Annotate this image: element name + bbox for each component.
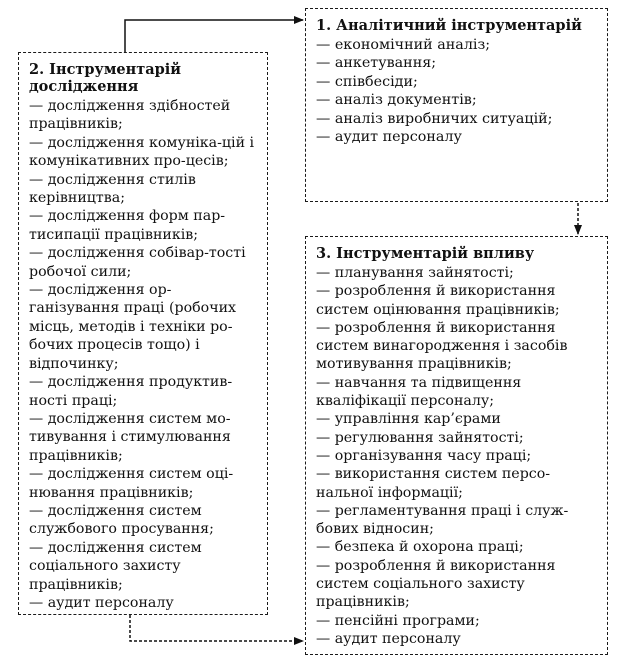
- list-item: — навчання та підвищення кваліфікації персоналу;: [316, 374, 522, 410]
- list-item: — дослідження стилів керівництва;: [29, 171, 196, 207]
- box1-list: [316, 36, 599, 146]
- list-item: — організування часу праці;: [316, 447, 532, 464]
- list-item: — аудит персоналу: [316, 630, 461, 647]
- box3-list: [316, 264, 599, 648]
- list-item: — безпека й охорона праці;: [316, 539, 524, 556]
- list-item: — дослідження систем мо-тивування і стимулювання працівників;: [29, 410, 231, 464]
- list-item: — дослідження здібностей працівників;: [29, 98, 231, 133]
- list-item: — регламентування праці і служ-бових відносин;: [316, 502, 569, 538]
- list-item: — розроблення й використання систем оцінювання працівників;: [316, 283, 560, 318]
- influence-toolkit-box: [305, 236, 608, 655]
- list-item: — дослідження продуктив-ності праці;: [29, 374, 233, 409]
- list-item: — планування зайнятості;: [316, 265, 514, 281]
- list-item: — аналіз документів;: [316, 92, 477, 109]
- list-item: — дослідження ор-ганізування праці (робочих місць, методів і техніки ро-бочих процесів тощо) і відпочинку;: [29, 282, 237, 372]
- box1-title: 1. Аналітичний інструментарій: [316, 17, 582, 34]
- list-item: — пенсійні програми;: [316, 612, 480, 629]
- box2-title: 2. Інструментарій дослідження: [29, 61, 182, 95]
- list-item: — використання систем персо-нальної інформації;: [316, 466, 551, 501]
- list-item: — дослідження комуніка-цій і комунікативних про-цесів;: [29, 134, 255, 170]
- list-item: — аудит персоналу: [29, 594, 174, 611]
- list-item: — дослідження форм пар-тисипації працівників;: [29, 208, 226, 243]
- research-toolkit-box: [18, 52, 268, 615]
- list-item: — аналіз виробничих ситуацій;: [316, 110, 553, 127]
- list-item: — дослідження систем службового просування;: [29, 502, 214, 538]
- list-item: — розроблення й використання систем соціального захисту працівників;: [316, 557, 556, 611]
- list-item: — дослідження систем оці-нювання працівників;: [29, 466, 234, 501]
- arrow-box2-to-box1: [125, 20, 303, 52]
- arrow-box2-to-box3: [130, 615, 303, 641]
- list-item: — співбесіди;: [316, 73, 418, 90]
- list-item: — дослідження собівар-тості робочої сили;: [29, 245, 246, 280]
- list-item: — розроблення й використання систем винагородження і засобів мотивування працівників;: [316, 319, 568, 373]
- list-item: — регулювання зайнятості;: [316, 429, 524, 446]
- list-item: — анкетування;: [316, 55, 437, 72]
- list-item: — управління кар’єрами: [316, 411, 501, 428]
- box3-title: 3. Інструментарій впливу: [316, 245, 535, 262]
- list-item: — дослідження систем соціального захисту працівників;: [29, 539, 202, 593]
- list-item: — економічний аналіз;: [316, 37, 491, 53]
- box2-list: [29, 97, 259, 612]
- list-item: — аудит персоналу: [316, 129, 462, 146]
- analytical-toolkit-box: [305, 8, 608, 202]
